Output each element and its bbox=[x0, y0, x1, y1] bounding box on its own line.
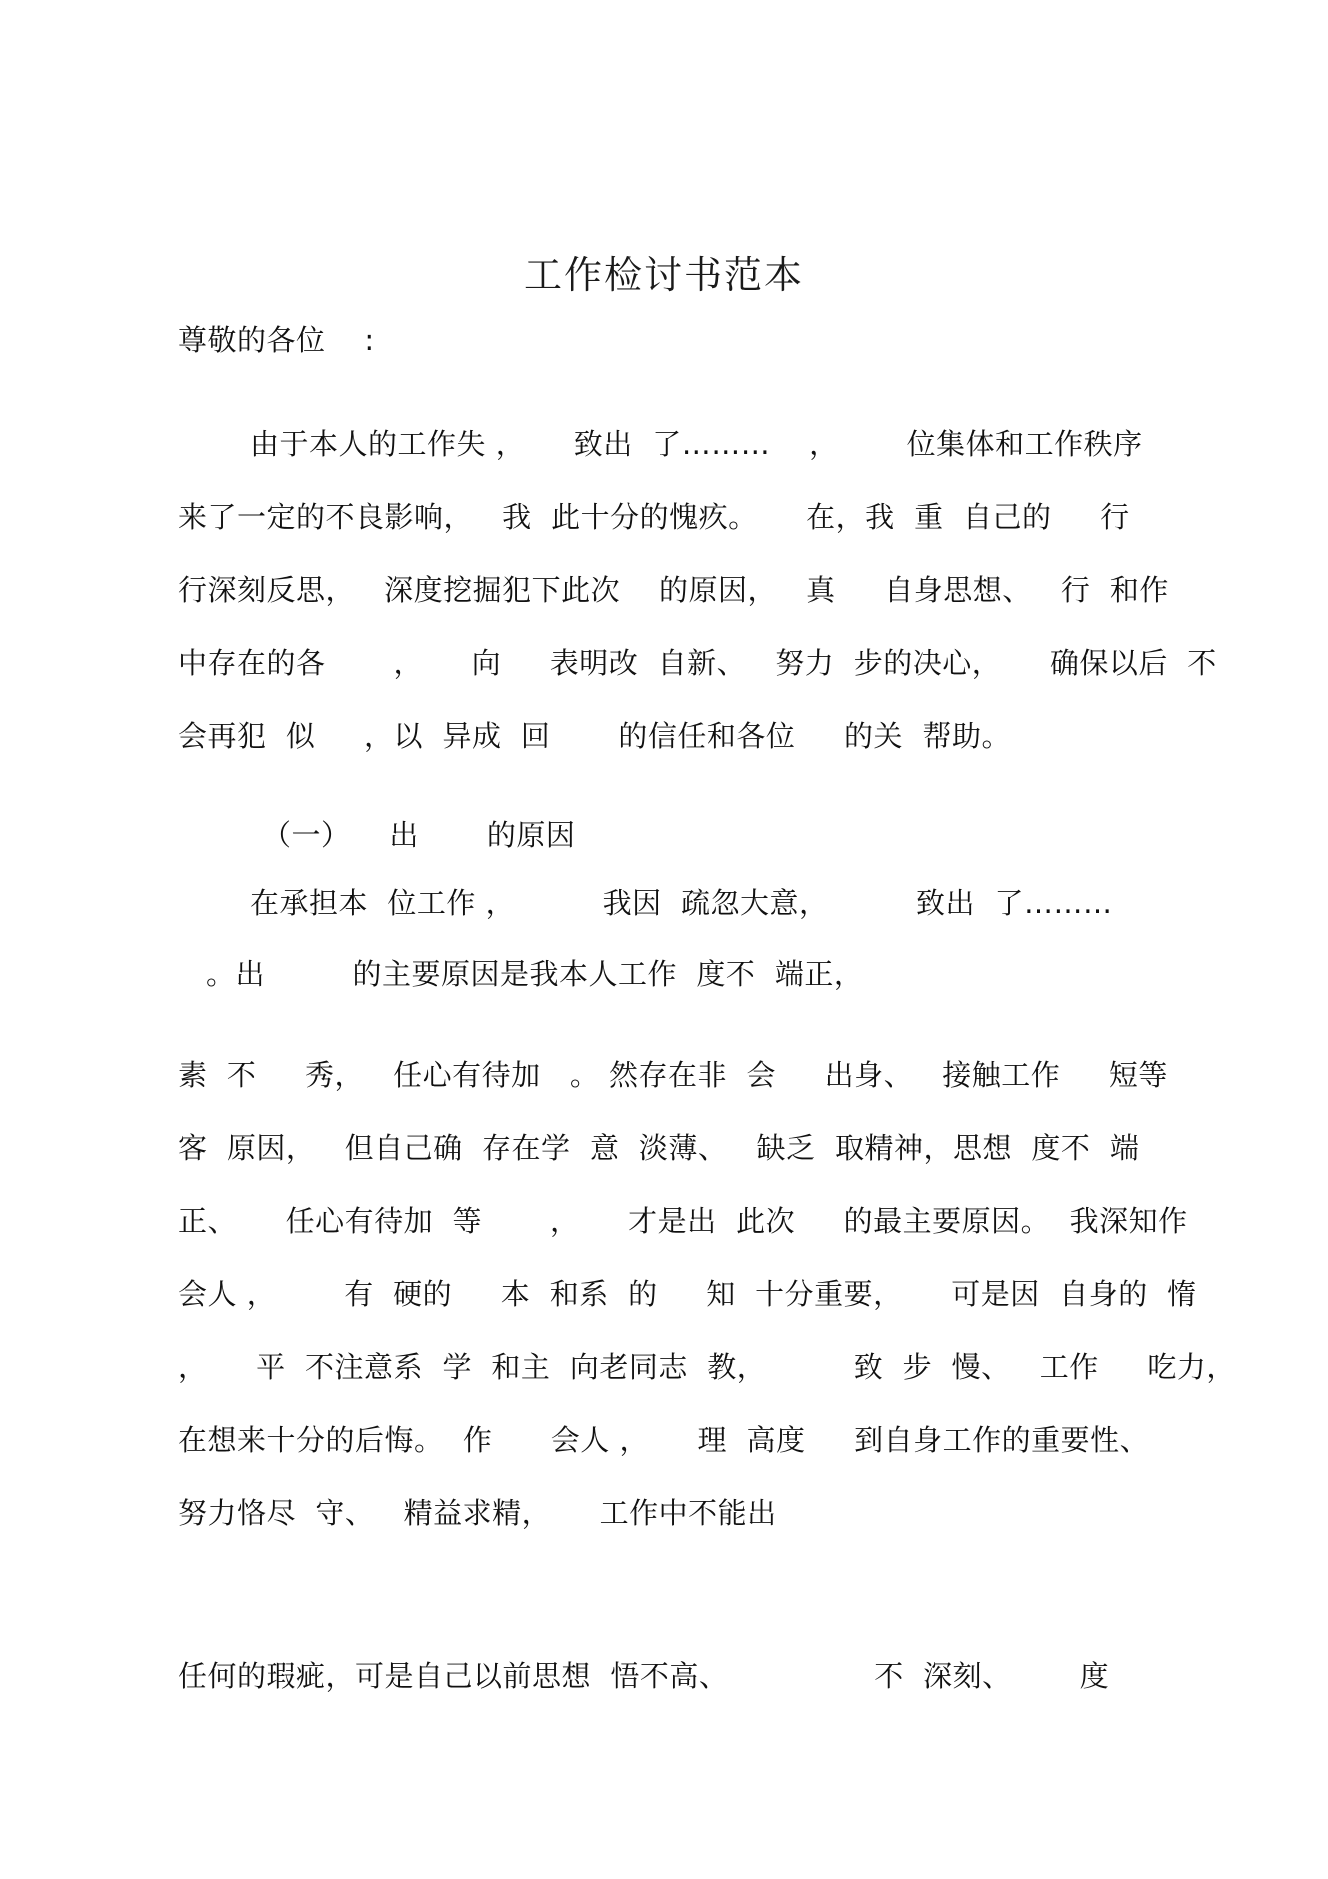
salutation: 尊敬的各位 : bbox=[178, 323, 375, 357]
paragraph1-line-2: 来了一定的不良影响， 我 此十分的愧疚。 在，我 重 自己的 行 bbox=[178, 500, 1130, 534]
document-title: 工作检讨书范本 bbox=[523, 253, 804, 297]
paragraph2-line-3: 正、 任心有待加 等 ， 才是出 此次 的最主要原因。 我深知作 bbox=[178, 1204, 1188, 1238]
paragraph2-line-7: 努力恪尽 守、 精益求精， 工作中不能出 bbox=[178, 1496, 777, 1530]
paragraph2-line-4: 会人 ， 有 硬的 本 和系 的 知 十分重要， 可是因 自身的 惰 bbox=[178, 1277, 1197, 1311]
paragraph1-line-5: 会再犯 似 ，以 异成 回 的信任和各位 的关 帮助。 bbox=[178, 719, 1011, 753]
paragraph1-line-3: 行深刻反思， 深度挖掘犯下此次 的原因， 真 自身思想、 行 和作 bbox=[178, 573, 1169, 607]
paragraph2-line-5: ， 平 不注意系 学 和主 向老同志 教， 致 步 慢、 工作 吃力， bbox=[178, 1350, 1236, 1384]
paragraph3-line-1: 任何的瑕疵，可是自己以前思想 悟不高、 不 深刻、 度 bbox=[178, 1659, 1110, 1693]
paragraph1-line-1: 由于本人的工作失 ， 致出 了……… ， 位集体和工作秩序 bbox=[250, 427, 1143, 461]
paragraph1-line-4: 中存在的各 ， 向 表明改 自新、 努力 步的决心， 确保以后 不 bbox=[178, 646, 1217, 680]
section1-heading: （一） 出 的原因 bbox=[262, 818, 576, 852]
paragraph2-line-2: 客 原因， 但自己确 存在学 意 淡薄、 缺乏 取精神，思想 度不 端 bbox=[178, 1131, 1140, 1165]
paragraph2-line-1: 素 不 秀， 任心有待加 。 然存在非 会 出身、 接触工作 短等 bbox=[178, 1058, 1168, 1092]
paragraph2-line-6: 在想来十分的后悔。 作 会人 ， 理 高度 到自身工作的重要性、 bbox=[178, 1423, 1150, 1457]
section1-line-2: 。出 的主要原因是我本人工作 度不 端正， bbox=[206, 957, 864, 991]
section1-line-1: 在承担本 位工作 ， 我因 疏忽大意， 致出 了……… bbox=[250, 886, 1113, 920]
